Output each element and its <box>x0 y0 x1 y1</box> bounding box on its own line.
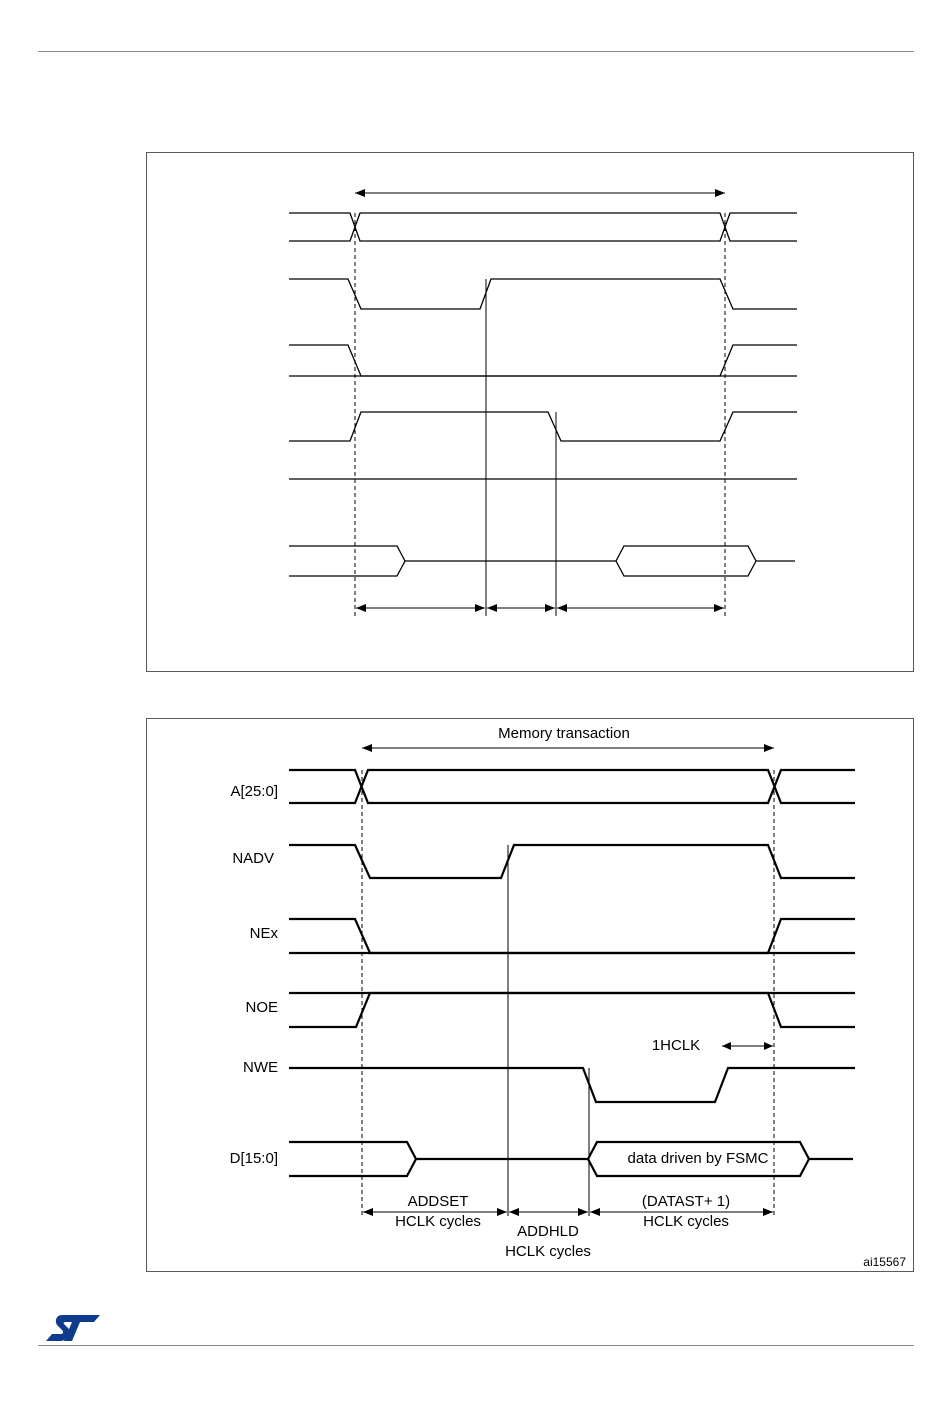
addset-label-line2: HCLK cycles <box>395 1213 481 1230</box>
bottom-signal-nex <box>289 919 855 953</box>
signal-label-nex: NEx <box>249 925 278 942</box>
datast-label <box>616 1192 756 1232</box>
datast-label-line2: HCLK cycles <box>643 1213 729 1230</box>
bottom-signal-nwe <box>289 1068 855 1102</box>
one-hclk-arrow <box>722 1042 773 1050</box>
addhld-label <box>488 1222 608 1262</box>
signal-label-d: D[15:0] <box>229 1150 278 1167</box>
signal-label-nadv: NADV <box>232 850 274 867</box>
st-logo-icon <box>44 1313 102 1343</box>
signal-label-noe: NOE <box>245 999 278 1016</box>
data-driven-label: data driven by FSMC <box>627 1150 769 1167</box>
datast-label-line1: (DATAST+ 1) <box>641 1193 731 1210</box>
addset-label-line1: ADDSET <box>407 1193 469 1210</box>
bottom-transaction-arrow <box>362 744 774 752</box>
one-hclk-label: 1HCLK <box>651 1037 701 1054</box>
addset-label <box>378 1192 498 1232</box>
addhld-label-line1: ADDHLD <box>517 1223 579 1240</box>
bottom-signal-nadv <box>289 845 855 878</box>
bottom-signal-noe <box>289 993 855 1027</box>
figure-id-label: ai15567 <box>863 1255 906 1269</box>
bottom-signal-a <box>289 770 855 803</box>
addhld-label-line2: HCLK cycles <box>505 1243 591 1260</box>
signal-label-a: A[25:0] <box>230 783 278 800</box>
memory-transaction-label: Memory transaction <box>498 725 630 742</box>
signal-label-nwe: NWE <box>243 1059 278 1076</box>
